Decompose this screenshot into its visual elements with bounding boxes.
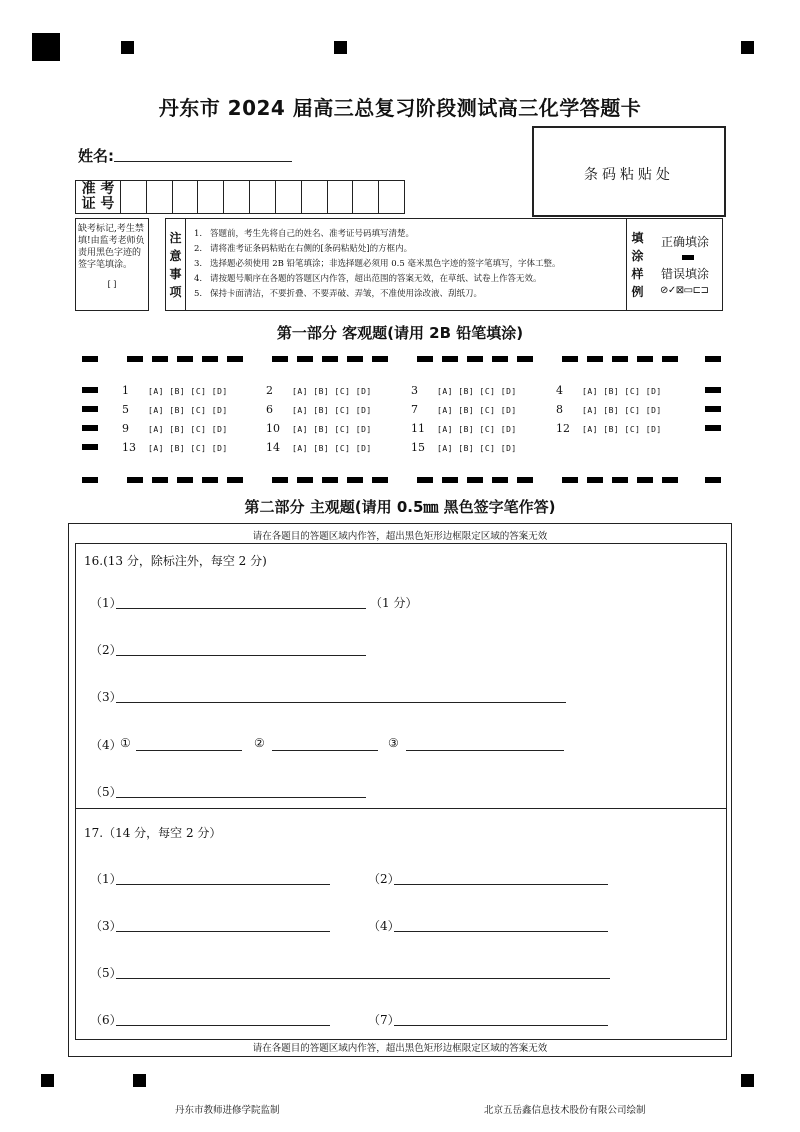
q17-answer-line[interactable] bbox=[116, 884, 330, 885]
ticket-digit-cell[interactable] bbox=[302, 181, 328, 213]
note-item: 3. 选择题必须使用 2B 铅笔填涂；非选择题必须用 0.5 毫米黑色字迹的签字笔填写，字体工整。 bbox=[194, 259, 561, 269]
footer-left: 丹东市教师进修学院监制 bbox=[175, 1105, 280, 1116]
objective-question[interactable]: 4 [A] [B] [C] [D] bbox=[556, 384, 662, 397]
area-warning-top: 请在各题目的答题区域内作答，超出黑色矩形边框限定区域的答案无效 bbox=[252, 531, 548, 542]
objective-question[interactable]: 11 [A] [B] [C] [D] bbox=[411, 422, 517, 435]
q16-part-label: （4） bbox=[90, 738, 122, 752]
objective-question[interactable]: 12 [A] [B] [C] [D] bbox=[556, 422, 662, 435]
name-field[interactable] bbox=[114, 161, 292, 162]
q16-answer-line[interactable] bbox=[406, 750, 564, 751]
q16-part-label: （2） bbox=[90, 643, 122, 657]
objective-question[interactable]: 14 [A] [B] [C] [D] bbox=[266, 441, 372, 454]
ticket-number-grid bbox=[75, 180, 405, 214]
q17-answer-line[interactable] bbox=[116, 1025, 330, 1026]
fill-correct-mark bbox=[682, 255, 694, 260]
registration-mark bbox=[741, 1074, 754, 1087]
registration-mark bbox=[121, 41, 134, 54]
objective-question[interactable]: 13 [A] [B] [C] [D] bbox=[122, 441, 228, 454]
objective-question[interactable]: 6 [A] [B] [C] [D] bbox=[266, 403, 372, 416]
q17-answer-line[interactable] bbox=[116, 931, 330, 932]
q17-title: 17.（14 分，每空 2 分） bbox=[84, 826, 222, 840]
q17-answer-line[interactable] bbox=[394, 1025, 608, 1026]
q16-part-label: （1） bbox=[90, 596, 122, 610]
ticket-digit-cell[interactable] bbox=[198, 181, 224, 213]
q16-answer-line[interactable] bbox=[116, 608, 366, 609]
q17-part-label: （2） bbox=[368, 872, 400, 886]
q16-answer-line[interactable] bbox=[272, 750, 378, 751]
q16-part-label: （5） bbox=[90, 785, 122, 799]
objective-question[interactable]: 15 [A] [B] [C] [D] bbox=[411, 441, 517, 454]
q16-part-label: （3） bbox=[90, 690, 122, 704]
area-warning-bottom: 请在各题目的答题区域内作答，超出黑色矩形边框限定区域的答案无效 bbox=[252, 1043, 548, 1054]
ticket-digit-cell[interactable] bbox=[121, 181, 147, 213]
q16-answer-line[interactable] bbox=[116, 797, 366, 798]
q17-part-label: （6） bbox=[90, 1013, 122, 1027]
missing-exam-box bbox=[75, 218, 149, 311]
q17-answer-line[interactable] bbox=[394, 884, 608, 885]
q16-answer-line[interactable] bbox=[136, 750, 242, 751]
ticket-number-label: 准 考 证 号 bbox=[76, 181, 121, 213]
ticket-digit-cell[interactable] bbox=[250, 181, 276, 213]
q17-part-label: （1） bbox=[90, 872, 122, 886]
question-divider bbox=[76, 808, 726, 809]
objective-question[interactable]: 5 [A] [B] [C] [D] bbox=[122, 403, 228, 416]
note-item: 1. 答题前，考生先将自己的姓名、准考证号码填写清楚。 bbox=[194, 229, 415, 239]
q16-sub-label: ② bbox=[254, 736, 265, 750]
fill-correct-label: 正确填涂 bbox=[661, 235, 710, 249]
q17-part-label: （7） bbox=[368, 1013, 400, 1027]
notes-list bbox=[194, 227, 560, 302]
missing-exam-bubble[interactable]: [ ] bbox=[107, 280, 117, 289]
objective-question[interactable]: 1 [A] [B] [C] [D] bbox=[122, 384, 228, 397]
objective-question[interactable]: 3 [A] [B] [C] [D] bbox=[411, 384, 517, 397]
fill-wrong-label: 错误填涂 bbox=[661, 267, 710, 281]
q16-sub-label: ① bbox=[120, 736, 131, 750]
q16-part-note: （1 分） bbox=[370, 596, 418, 610]
q17-part-label: （4） bbox=[368, 919, 400, 933]
note-item: 4. 请按题号顺序在各题的答题区内作答，超出范围的答案无效，在草纸、试卷上作答无效。 bbox=[194, 274, 542, 284]
ticket-digit-cell[interactable] bbox=[353, 181, 379, 213]
q16-answer-line[interactable] bbox=[116, 702, 566, 703]
q17-part-label: （5） bbox=[90, 966, 122, 980]
note-item: 5. 保持卡面清洁，不要折叠、不要弄破、弄皱，不准使用涂改液、刮纸刀。 bbox=[194, 289, 483, 299]
answer-box bbox=[75, 543, 727, 1040]
objective-question[interactable]: 9 [A] [B] [C] [D] bbox=[122, 422, 228, 435]
objective-question[interactable]: 10 [A] [B] [C] [D] bbox=[266, 422, 372, 435]
footer-right: 北京五岳鑫信息技术股份有限公司绘制 bbox=[484, 1105, 646, 1116]
notes-label: 注意事项 bbox=[166, 219, 186, 310]
objective-question[interactable]: 8 [A] [B] [C] [D] bbox=[556, 403, 662, 416]
registration-mark bbox=[32, 33, 60, 61]
ticket-digit-cell[interactable] bbox=[328, 181, 354, 213]
objective-question[interactable]: 2 [A] [B] [C] [D] bbox=[266, 384, 372, 397]
note-item: 2. 请将准考证条码粘贴在右侧的[条码粘贴处]的方框内。 bbox=[194, 244, 413, 254]
q16-title: 16.(13 分，除标注外，每空 2 分) bbox=[84, 554, 267, 568]
name-label: 姓名: bbox=[78, 147, 114, 165]
registration-mark bbox=[334, 41, 347, 54]
q17-answer-line[interactable] bbox=[394, 931, 608, 932]
q17-answer-line[interactable] bbox=[116, 978, 610, 979]
q16-sub-label: ③ bbox=[388, 736, 399, 750]
objective-question[interactable]: 7 [A] [B] [C] [D] bbox=[411, 403, 517, 416]
missing-exam-text: 缺考标记,考生禁填!由监考老师负责用黑色字迹的签字笔填涂。 bbox=[78, 224, 145, 270]
barcode-area bbox=[532, 126, 726, 217]
page-title: 丹东市 2024 届高三总复习阶段测试高三化学答题卡 bbox=[158, 96, 642, 120]
ticket-digit-cell[interactable] bbox=[276, 181, 302, 213]
q17-part-label: （3） bbox=[90, 919, 122, 933]
notes-box bbox=[165, 218, 723, 311]
section1-title: 第一部分 客观题(请用 2B 铅笔填涂) bbox=[276, 324, 524, 342]
ticket-digit-cell[interactable] bbox=[379, 181, 404, 213]
fill-example-label: 填涂样例 bbox=[626, 219, 648, 310]
ticket-digit-cell[interactable] bbox=[224, 181, 250, 213]
registration-mark bbox=[133, 1074, 146, 1087]
section2-title: 第二部分 主观题(请用 0.5㎜ 黑色签字笔作答) bbox=[244, 498, 556, 516]
ticket-digit-cell[interactable] bbox=[147, 181, 173, 213]
ticket-digit-cell[interactable] bbox=[173, 181, 199, 213]
barcode-label: 条码粘贴处 bbox=[584, 167, 674, 183]
fill-wrong-examples: ⊘✓⊠▭⊏⊐ bbox=[660, 285, 709, 296]
registration-mark bbox=[41, 1074, 54, 1087]
q16-answer-line[interactable] bbox=[116, 655, 366, 656]
registration-mark bbox=[741, 41, 754, 54]
